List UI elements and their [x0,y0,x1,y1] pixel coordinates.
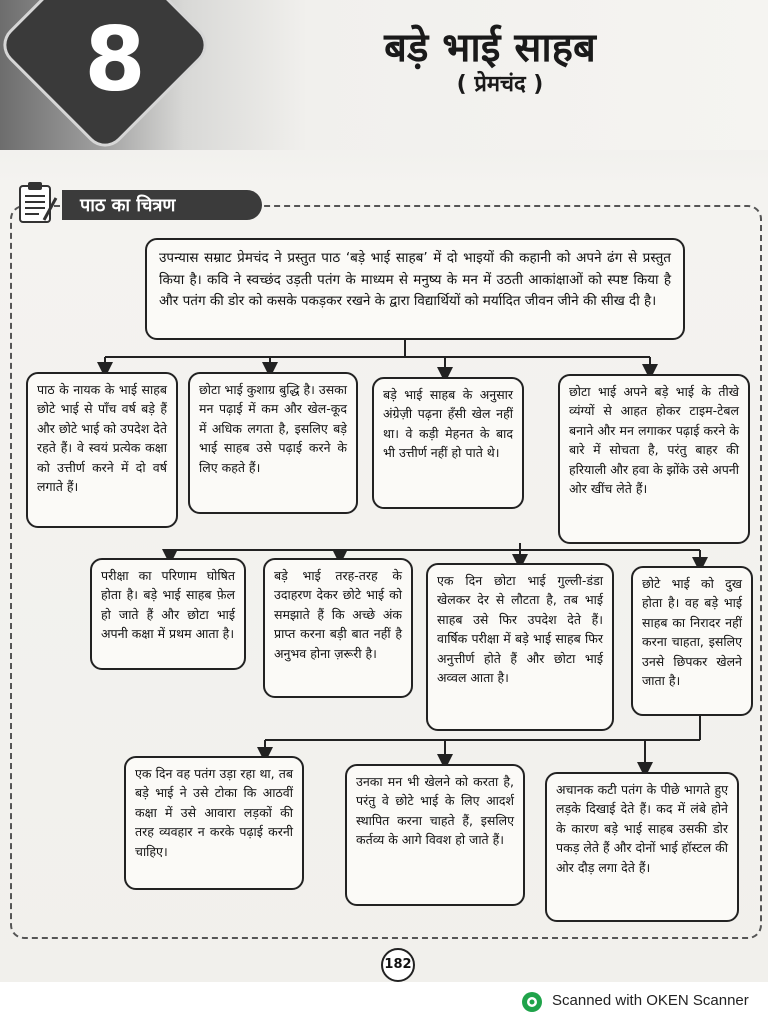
page-number: 182 [381,948,415,982]
flow-box-1-4: छोटा भाई अपने बड़े भाई के तीखे व्यंग्यों से आहत होकर टाइम-टेबल बनाने और मन लगाकर पढ़ाई करने के बारे में सोचता है, परंतु बाहर की हरियाली और हवा के झोंके उसे अपनी ओर खींच लेते हैं। [558,374,750,544]
flow-box-2-3: एक दिन छोटा भाई गुल्ली-डंडा खेलकर देर से लौटता है, तब भाई साहब उसे फिर उपदेश देते हैं। वार्षिक परीक्षा में बड़े भाई साहब फिर अनुत्तीर्ण होते हैं और छोटा भाई अव्वल आता है। [426,563,614,731]
section-label: पाठ का चित्रण [80,195,176,216]
flow-box-3-3: अचानक कटी पतंग के पीछे भागते हुए लड़के दिखाई देते हैं। कद में लंबे होने के कारण बड़े भाई साहब उसकी डोर पकड़ लेते हैं और दोनों भाई हॉस्टल की ओर दौड़ लगा देते हैं। [545,772,739,922]
oken-logo-icon [520,990,544,1014]
author-name: ( प्रेमचंद ) [456,72,544,97]
flow-box-1-1: पाठ के नायक के भाई साहब छोटे भाई से पाँच वर्ष बड़े हैं और छोटे भाई को उपदेश देते रहते हैं। वे स्वयं प्रत्येक कक्षा को उत्तीर्ण करने में दो वर्ष लगाते हैं। [26,372,178,528]
flow-box-2-1: परीक्षा का परिणाम घोषित होता है। बड़े भाई साहब फ़ेल हो जाते हैं और छोटा भाई अपनी कक्षा में प्रथम आता है। [90,558,246,670]
flow-box-2-2: बड़े भाई तरह-तरह के उदाहरण देकर छोटे भाई को समझाते हैं कि अच्छे अंक प्राप्त करना बड़ी बात नहीं है अनुभव होना ज़रूरी है। [263,558,413,698]
chapter-title: बड़े भाई साहब [384,25,596,71]
flow-box-1-3: बड़े भाई साहब के अनुसार अंग्रेज़ी पढ़ना हँसी खेल नहीं था। वे कड़ी मेहनत के बाद भी उत्तीर्ण नहीं हो पाते थे। [372,377,524,509]
flow-box-3-1: एक दिन वह पतंग उड़ा रहा था, तब बड़े भाई ने उसे टोका कि आठवीं कक्षा में उसे आवारा लड़कों की तरह व्यवहार न करके पढ़ाई करनी चाहिए। [124,756,304,890]
intro-box: उपन्यास सम्राट प्रेमचंद ने प्रस्तुत पाठ ‘बड़े भाई साहब’ में दो भाइयों की कहानी को अपने ढंग से प्रस्तुत किया है। कवि ने स्वच्छंद उड़ती पतंग के माध्यम से मनुष्य के मन में उठती आकांक्षाओं को स्पष्ट किया है और पतंग की डोर को कसके पकड़कर रखने के द्वारा विद्यार्थियों को मर्यादित जीवन जीने की सीख दी है। [145,238,685,340]
flow-box-3-2: उनका मन भी खेलने को करता है, परंतु वे छोटे भाई के लिए आदर्श स्थापित करना चाहते हैं, इसलिए कर्तव्य के आगे विवश हो जाते हैं। [345,764,525,906]
scanner-watermark: Scanned with OKEN Scanner [552,992,749,1009]
flow-box-2-4: छोटे भाई को दुख होता है। वह बड़े भाई साहब का निरादर नहीं करना चाहता, इसलिए उनसे छिपकर खेलने जाता है। [631,566,753,716]
chapter-number: 8 [84,8,146,111]
flow-box-1-2: छोटा भाई कुशाग्र बुद्धि है। उसका मन पढ़ाई में कम और खेल-कूद में अधिक लगता है, इसलिए बड़े भाई साहब उसे पढ़ाई करने के लिए कहते हैं। [188,372,358,514]
